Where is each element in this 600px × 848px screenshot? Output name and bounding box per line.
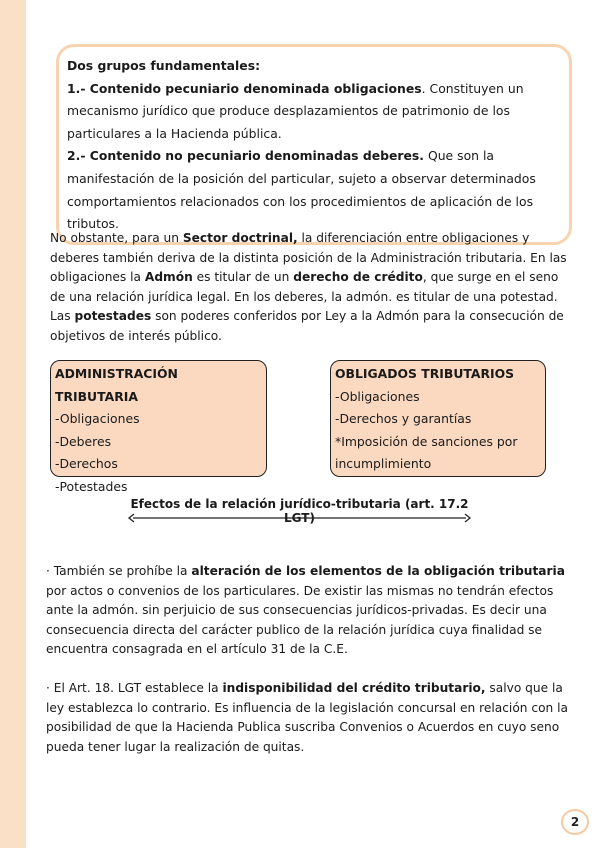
box-obligados-item: *Imposición de sanciones por incumplimiento xyxy=(335,433,518,472)
box-admin-item: -Potestades xyxy=(55,478,128,494)
box-admin-item: -Deberes xyxy=(55,433,112,449)
callout-heading: Dos grupos fundamentales: xyxy=(67,58,261,73)
box-obligados-item: -Obligaciones xyxy=(335,388,420,404)
box-obligados-item: -Derechos y garantías xyxy=(335,411,472,427)
double-arrow-icon xyxy=(127,513,472,523)
box-admin-title: ADMINISTRACIÓN TRIBUTARIA xyxy=(55,366,178,404)
box-admin-item: -Obligaciones xyxy=(55,411,140,427)
callout-item-2: 2.- Contenido no pecuniario denominadas deberes. Que son la manifestación de la posición del particular, sujeto a observar determinados comportamientos relacionados con los procedimientos de aplicación de los tributos. xyxy=(67,148,536,232)
paragraph-alteracion: · También se prohíbe la alteración de los elementos de la obligación tributaria por actos o convenios de los particulares. De existir las mismas no tendrán efectos ante la admón. sin perjuicio de sus consecuencias jurídicos-privadas. Es decir una consecuencia directa del carácter publico de la relación jurídica cuya finalidad se encuentra consagrada en el artículo 31 de la C.E. xyxy=(46,564,565,657)
side-band xyxy=(0,0,26,848)
paragraph-doctrinal: No obstante, para un Sector doctrinal, la diferenciación entre obligaciones y deberes también deriva de la distinta posición de la Administración tributaria. En las obligaciones la Admón es titular de un derecho de crédito, que surge en el seno de una relación jurídica legal. En los deberes, la admón. es titular de una potestad. Las potestades son poderes conferidos por Ley a la Admón para la consecución de objetivos de interés público. xyxy=(50,231,567,343)
box-obligados-title: OBLIGADOS TRIBUTARIOS xyxy=(335,366,515,381)
page-number: 2 xyxy=(561,809,589,835)
box-administracion-tributaria xyxy=(50,360,267,494)
box-admin-item: -Derechos xyxy=(55,456,118,472)
relation-arrow xyxy=(127,492,472,525)
paragraph-indisponibilidad: · El Art. 18. LGT establece la indisponibilidad del crédito tributario, salvo que la ley establezca lo contrario. Es influencia de la legislación concursal en relación con la posibilidad de que la Hacienda Publica suscriba Convenios o Acuerdos en cuyo seno pueda tener lugar la realización de quitas. xyxy=(46,681,568,754)
callout-box xyxy=(56,44,572,245)
box-obligados-tributarios xyxy=(330,360,546,477)
callout-item-1: 1.- Contenido pecuniario denominada obligaciones. Constituyen un mecanismo jurídico que produce desplazamientos de patrimonio de los particulares a la Hacienda pública. xyxy=(67,80,524,141)
relation-arrow-label: Efectos de la relación jurídico-tributaria (art. 17.2 LGT) xyxy=(130,497,469,525)
